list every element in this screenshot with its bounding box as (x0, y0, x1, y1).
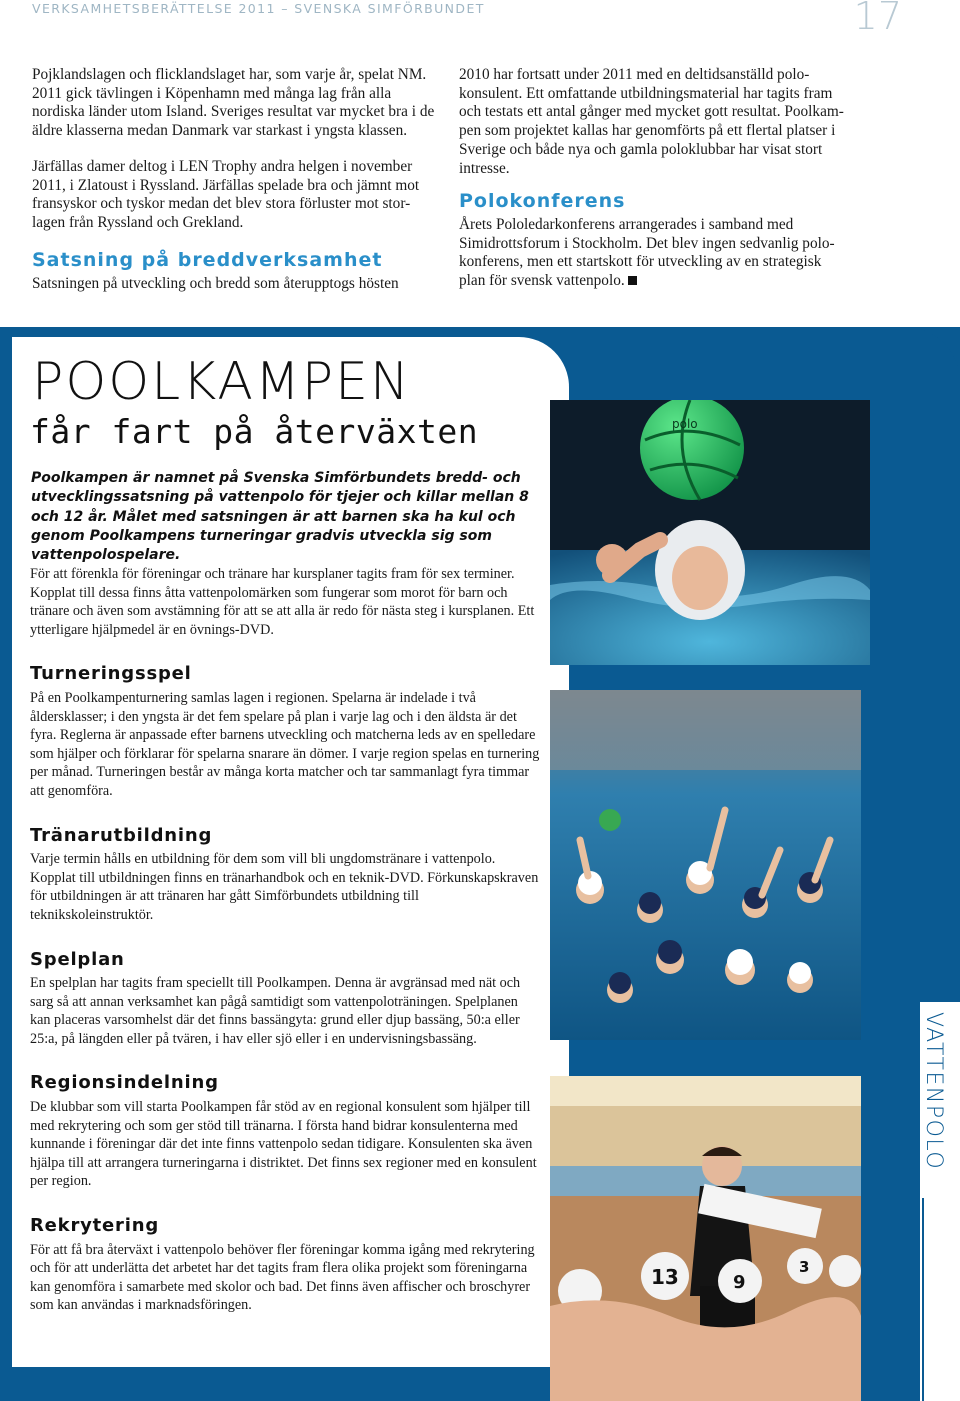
paragraph-breddverksamhet-start: Satsningen på utveckling och bredd som återupptogs hösten (32, 275, 399, 293)
paragraph-len-trophy: Järfällas damer deltog i LEN Trophy andra helgen i november 2011, i Zlatoust i Ryssland. Järfällas spelade bra och jämnt mot fransyskor och tyskor medan det blev stora förluster mot stor-lagen från Ryssland och Grekland. (32, 157, 420, 231)
cap-number-2: 9 (733, 1272, 746, 1293)
heading-rekrytering: Rekrytering (30, 1215, 160, 1237)
running-header: VERKSAMHETSBERÄTTELSE 2011 – SVENSKA SIMFÖRBUNDET (32, 1, 485, 16)
paragraph-tranarutbildning: Varje termin hålls en utbildning för dem som vill bli ungdomstränare i vattenpolo. Kopplat till utbildningen finns en tränarhandbok och en teknik-DVD. Förkunskapskraven för utbildningen är att tränaren har gått Simförbundets utbildning till teknikskoleinstruktör. (30, 851, 539, 923)
page-number: 17 (853, 0, 902, 38)
photo-coach-and-kids-svg (550, 1076, 861, 1401)
photo-group-in-water (550, 690, 861, 1040)
paragraph-turneringsspel: På en Poolkampenturnering samlas lagen i regionen. Spelarna är indelade i två åldersklasser; i den yngsta är det fem spelare på plan i varje lag och i den äldsta är det fyra. Reglerna är anpassade efter barnens utveckling och matcherna leds av en spelledare som hjälper och förklarar för spelarna snarare än dömer. I varje region spelas en turnering per månad. Turneringen består av många korta matcher och tar sammanlagt fyra timmar att genomföra. (30, 689, 540, 799)
photo-coach-and-kids (550, 1076, 861, 1401)
heading-regionsindelning: Regionsindelning (30, 1072, 219, 1094)
photo-group-in-water-svg (550, 690, 861, 1040)
paragraph-nm: Pojklandslagen och flicklandslaget har, som varje år, spelat NM. 2011 gick tävlingen i Köpenhamn med många lag från alla nordiska länder utom Island. Sveriges resultat var mycket bra i de äldre klasserna medan Danmark var starkast i yngsta klassen. (32, 66, 435, 140)
feature-lead: Poolkampen är namnet på Svenska Simförbundets bredd- och utvecklingssatsning på vattenpolo för tjejer och killar mellan 8 och 12 år. Målet med satsningen är att barnen ska ha kul och genom Poolkampens turneringar gradvis utveckla sig som vattenpolospelare. (31, 470, 529, 564)
photo-ball-player (550, 400, 870, 665)
feature-title: POOLKAMPEN (32, 352, 411, 412)
feature-body (30, 565, 540, 1315)
top-right-column (459, 66, 844, 291)
paragraph-breddverksamhet-cont: 2010 har fortsatt under 2011 med en deltidsanställd polo-konsulent. Ett omfattande utbildningsmaterial har tagits fram och testats ett antal gånger med mycket gott resultat. Poolkam-pen som projektet kallas har genomförts på ett flertal platser i Sverige och både nya och gamla poloklubbar har visat stort intresse. (459, 66, 844, 177)
cap-number-1: 13 (651, 1265, 679, 1289)
heading-spelplan: Spelplan (30, 948, 125, 970)
heading-turneringsspel: Turneringsspel (30, 663, 192, 685)
heading-tranarutbildning: Tränarutbildning (30, 824, 213, 846)
heading-breddverksamhet: Satsning på breddverksamhet (32, 248, 383, 271)
polokonferens-text: Årets Pololedarkonferens arrangerades i samband med Simidrottsforum i Stockholm. Det blev ingen sedvanlig polo-konferens, men ett startskott för utveckling av en strategisk plan för svensk vattenpolo. (459, 215, 835, 290)
paragraph-regionsindelning: De klubbar som vill starta Poolkampen får stöd av en regional konsulent som hjälper till med rekrytering och som ger stöd till tränarna. I första hand bidrar konsulenterna med kunnande i föreningar där det inte finns vattenpolo sedan tidigare. Konsulenten ska även hjälpa till att arrangera turneringarna i distriktet. Det finns sex regioner med en konsulent per region. (30, 1099, 537, 1190)
ball-text: polo (672, 417, 698, 431)
end-mark-icon (628, 276, 637, 285)
photo-ball-player-svg (550, 400, 870, 665)
feature-subtitle: får fart på återväxten (30, 412, 479, 451)
section-tab-label: VATTENPOLO (921, 1012, 946, 1171)
paragraph-spelplan: En spelplan har tagits fram speciellt till Poolkampen. Denna är avgränsad med nät och sarg så att annan verksamhet kan pågå samtidigt som vattenpoloträningen. Spelplanen kan placeras varsomhelst där det finns bassängyta: grund eller djup bassäng, 50:a eller 25:a, på längden eller på tvären, i hav eller sjö eller i en undervisningsbassäng. (30, 975, 521, 1047)
top-left-column (32, 66, 442, 294)
paragraph-polokonferens (459, 216, 844, 291)
heading-polokonferens: Polokonferens (459, 190, 626, 213)
section-tab-line (922, 1198, 924, 1401)
cap-number-3: 3 (799, 1258, 810, 1276)
paragraph-rekrytering: För att få bra återväxt i vattenpolo behöver fler föreningar komma igång med rekrytering och för att underlätta det arbetet har det tagits fram flera olika projekt som föreningarna kan genomföra i samarbete med skolor och bad. Det finns även affischer och broschyrer som kan användas i marknadsföringen. (30, 1241, 535, 1314)
paragraph-intro: För att förenkla för föreningar och tränare har kursplaner tagits fram för sex terminer. Kopplat till dessa finns åtta vattenpolomärken som fungerar som morot för barn och tränare och även som avstämning för att se att alla är redo för nästa steg i kursplanen. Ett ytterligare hjälpmedel är en övnings-DVD. (30, 566, 535, 638)
